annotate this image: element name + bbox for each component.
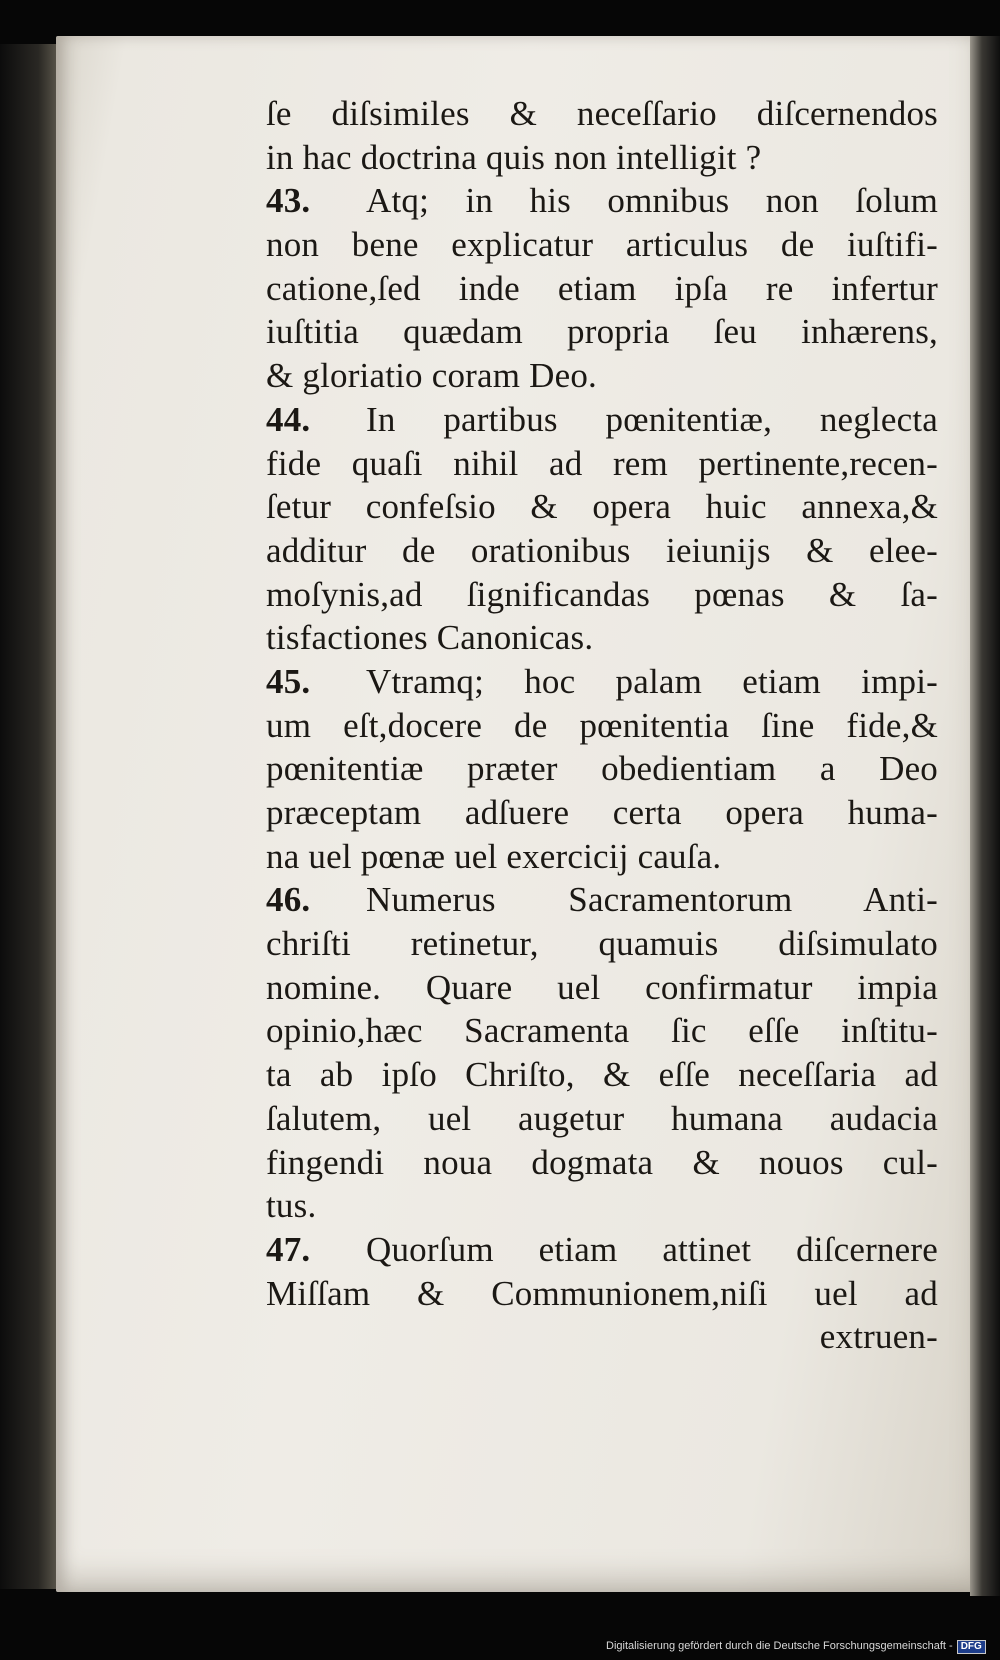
line-text: pœnitentiæ præter obedientiam a Deo <box>266 749 938 789</box>
line-text: Numerus Sacramentorum Anti- <box>366 880 938 920</box>
paragraph-number: 46. <box>266 880 311 920</box>
text-line <box>266 223 938 267</box>
text-line <box>266 310 938 354</box>
paragraph-start-line <box>266 660 938 704</box>
digitization-credit <box>606 1640 986 1654</box>
paragraph-start-line <box>266 179 938 223</box>
paragraph-number: 44. <box>266 399 311 439</box>
text-line <box>266 442 938 486</box>
line-text: tisfactiones Canonicas. <box>266 618 594 658</box>
text-line <box>266 354 938 398</box>
text-line <box>266 616 938 660</box>
line-text: catione,ſed inde etiam ipſa re infertur <box>266 268 938 308</box>
dfg-logo: DFG <box>957 1640 986 1654</box>
paragraph-number: 43. <box>266 181 311 221</box>
catchword <box>266 1315 938 1359</box>
line-text: moſynis,ad ſignificandas pœnas & ſa- <box>266 574 938 614</box>
line-text: additur de orationibus ieiunijs & elee- <box>266 530 938 570</box>
paragraph-number: 45. <box>266 661 311 701</box>
line-text: fide quaſi nihil ad rem pertinente,recen- <box>266 443 938 483</box>
text-line <box>266 704 938 748</box>
text-line <box>266 92 938 136</box>
binding-shadow <box>0 44 64 1589</box>
line-text: nomine. Quare uel confirmatur impia <box>266 967 938 1007</box>
text-line <box>266 1184 938 1228</box>
text-line <box>266 747 938 791</box>
line-text: Vtramq; hoc palam etiam impi- <box>366 661 938 701</box>
text-line <box>266 1097 938 1141</box>
line-text: Miſſam & Communionem,niſi uel ad <box>266 1273 938 1313</box>
line-text: opinio,hæc Sacramenta ſic eſſe inſtitu- <box>266 1011 938 1051</box>
text-line <box>266 267 938 311</box>
text-line <box>266 1272 938 1316</box>
page-edge <box>970 36 1000 1596</box>
catchword-text: extruen- <box>819 1317 938 1357</box>
text-line <box>266 485 938 529</box>
line-text: na uel pœnæ uel exercicij cauſa. <box>266 836 722 876</box>
text-line <box>266 529 938 573</box>
line-text: ſetur confeſsio & opera huic annexa,& <box>266 487 938 527</box>
credit-text: Digitalisierung gefördert durch die Deutsche Forschungsgemeinschaft - <box>606 1640 953 1652</box>
text-line <box>266 835 938 879</box>
line-text: In partibus pœnitentiæ, neglecta <box>366 399 938 439</box>
text-line <box>266 922 938 966</box>
line-text: iuſtitia quædam propria ſeu inhærens, <box>266 312 938 352</box>
line-text: chriſti retinetur, quamuis diſsimulato <box>266 924 938 964</box>
text-line <box>266 136 938 180</box>
line-text: non bene explicatur articulus de iuſtifi- <box>266 225 938 265</box>
line-text: in hac doctrina quis non intelligit ? <box>266 137 762 177</box>
line-text: tus. <box>266 1186 317 1226</box>
text-line <box>266 1141 938 1185</box>
page-text <box>266 92 938 1359</box>
line-text: & gloriatio coram Deo. <box>266 356 597 396</box>
line-text: ta ab ipſo Chriſto, & eſſe neceſſaria ad <box>266 1055 938 1095</box>
paragraph-number: 47. <box>266 1229 311 1269</box>
text-line <box>266 573 938 617</box>
line-text: um eſt,docere de pœnitentia ſine fide,& <box>266 705 938 745</box>
line-text: fingendi noua dogmata & nouos cul- <box>266 1142 938 1182</box>
text-line <box>266 1053 938 1097</box>
paragraph-start-line <box>266 1228 938 1272</box>
text-line <box>266 1009 938 1053</box>
line-text: Quorſum etiam attinet diſcernere <box>366 1229 938 1269</box>
line-text: præceptam adſuere certa opera huma- <box>266 793 938 832</box>
paragraph-start-line <box>266 398 938 442</box>
paragraph-start-line <box>266 878 938 922</box>
line-text: ſe diſsimiles & neceſſario diſcernendos <box>266 94 938 133</box>
line-text: Atq; in his omnibus non ſolum <box>366 181 938 221</box>
text-line <box>266 791 938 835</box>
line-text: ſalutem, uel augetur humana audacia <box>266 1098 938 1138</box>
text-line <box>266 966 938 1010</box>
